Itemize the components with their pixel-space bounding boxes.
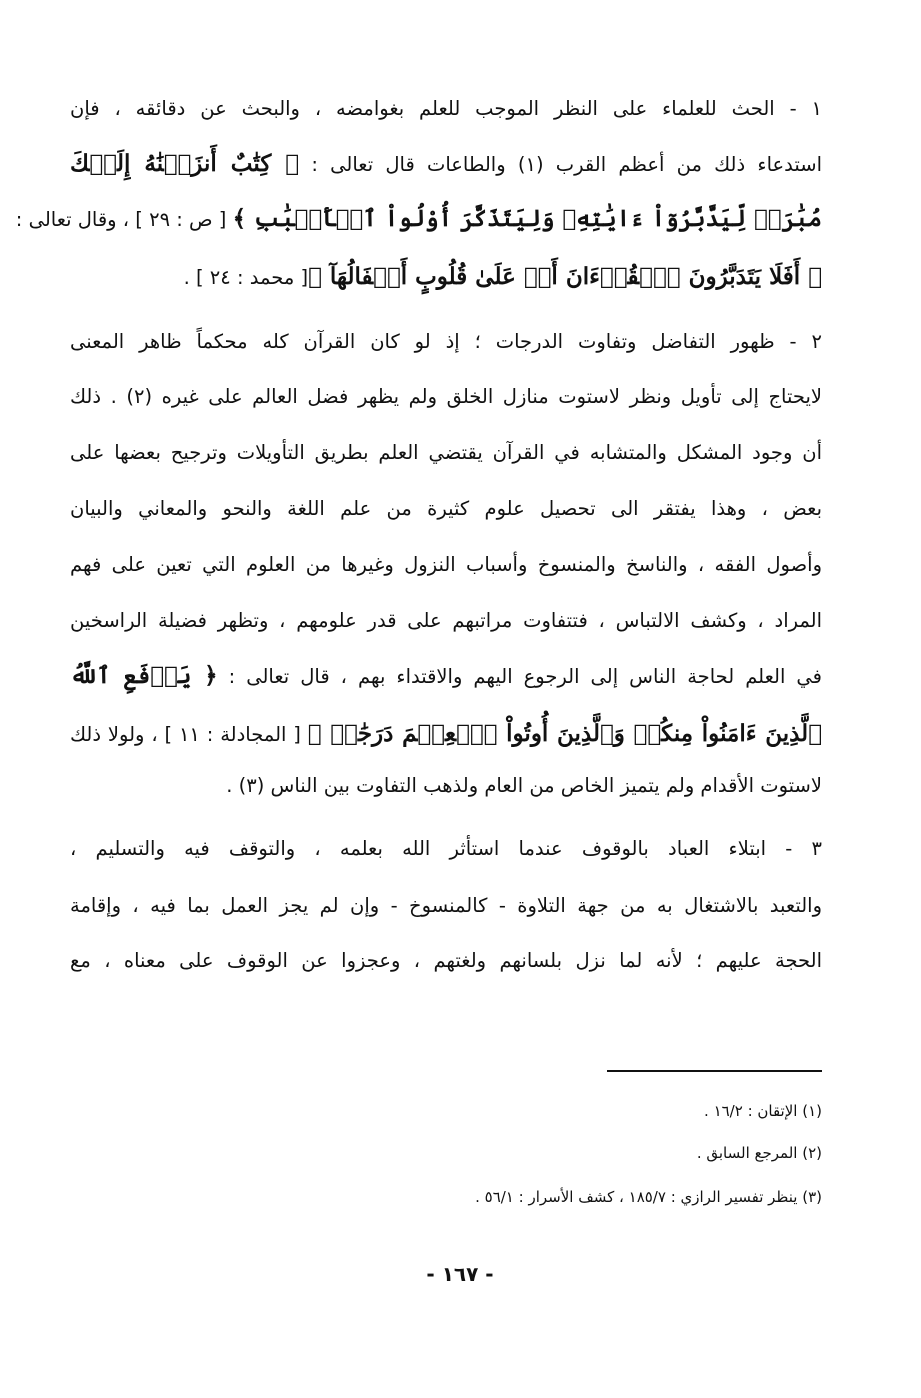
para2-line4: بعض ، وهذا يفتقر الى تحصيل علوم كثيرة من علم اللغة والنحو والمعاني والبيان: [70, 497, 822, 520]
quran-verse: ﴿ يَرۡفَعِ ٱللَّهُ: [70, 662, 218, 689]
para2-line9: لاستوت الأقدام ولم يتميز الخاص من العام ولذهب التفاوت بين الناس (٣) .: [226, 774, 822, 797]
para2-line5: وأصول الفقه ، والناسخ والمنسوخ وأسباب النزول وغيرها من العلوم التي تعين على فهم: [70, 553, 822, 576]
para2-line7: في العلم لحاجة الناس إلى الرجوع اليهم والاقتداء بهم ، قال تعالى : ﴿ يَرۡفَعِ ٱللَّهُ: [70, 662, 822, 689]
footnote-3: (٣) ينظر تفسير الرازي : ١٨٥/٧ ، كشف الأسرار : ٥٦/١ .: [475, 1188, 822, 1206]
para1-line3: مُبَٰرَكٞ لِّيَدَّبَّرُوٓاْ ءَايَٰتِهِۦ وَلِيَتَذَكَّرَ أُوْلُواْ ٱلۡأَلۡبَٰبِ ﴾ [ ص : ٢٩ ] ، وقال تعالى :: [15, 205, 822, 232]
para1-line4: ﴿ أَفَلَا يَتَدَبَّرُونَ ٱلۡقُرۡءَانَ أَمۡ عَلَىٰ قُلُوبٍ أَقۡفَالُهَآ ﴾[ محمد : ٢٤ ] .: [183, 263, 822, 290]
para2-line6: المراد ، وكشف الالتباس ، فتتفاوت مراتبهم على قدر علومهم ، وتظهر فضيلة الراسخين: [70, 609, 822, 632]
quran-verse: ﴿ كِتَٰبٌ أَنزَلۡنَٰهُ إِلَيۡكَ: [70, 150, 300, 177]
quran-verse: مُبَٰرَكٞ لِّيَدَّبَّرُوٓاْ ءَايَٰتِهِۦ وَلِيَتَذَكَّرَ أُوْلُواْ ٱلۡأَلۡبَٰبِ ﴾: [232, 205, 822, 232]
para2-line2: لايحتاج إلى تأويل ونظر لاستوت منازل الخلق ولم يظهر فضل العالم على غيره (٢) . ذلك: [70, 385, 822, 408]
para3-line3: الحجة عليهم ؛ لأنه لما نزل بلسانهم ولغتهم ، وعجزوا عن الوقوف على معناه ، مع: [70, 949, 822, 972]
para2-line3: أن وجود المشكل والمتشابه في القرآن يقتضي العلم بطريق التأويلات وترجيح بعضها على: [70, 441, 822, 464]
para3-line2: والتعبد بالاشتغال به من جهة التلاوة - كالمنسوخ - وإن لم يجز العمل بما فيه ، وإقامة: [70, 894, 822, 917]
para3-line1: ٣ - ابتلاء العباد بالوقوف عندما استأثر الله بعلمه ، والتوقف فيه والتسليم ،: [70, 837, 822, 860]
para1-line2: استدعاء ذلك من أعظم القرب (١) والطاعات قال تعالى : ﴿ كِتَٰبٌ أَنزَلۡنَٰهُ إِلَيۡكَ: [70, 150, 823, 177]
para2-line8: ٱلَّذِينَ ءَامَنُواْ مِنكُمۡ وَٱلَّذِينَ أُوتُواْ ٱلۡعِلۡمَ دَرَجَٰتٖ ﴾ [ المجادلة : ١١ ] ، ولولا ذلك: [70, 720, 822, 747]
quran-verse: ٱلَّذِينَ ءَامَنُواْ مِنكُمۡ وَٱلَّذِينَ أُوتُواْ ٱلۡعِلۡمَ دَرَجَٰتٖ ﴾: [307, 720, 822, 747]
quran-verse: ﴿ أَفَلَا يَتَدَبَّرُونَ ٱلۡقُرۡءَانَ أَمۡ عَلَىٰ قُلُوبٍ أَقۡفَالُهَآ ﴾: [308, 263, 822, 290]
page-number: - ١٦٧ -: [426, 1262, 494, 1286]
footnote-2: (٢) المرجع السابق .: [696, 1144, 822, 1162]
footnote-1: (١) الإتقان : ١٦/٢ .: [704, 1102, 822, 1120]
para2-line1: ٢ - ظهور التفاضل وتفاوت الدرجات ؛ إذ لو كان القرآن كله محكماً ظاهر المعنى: [70, 330, 822, 353]
para1-line1: ١ - الحث للعلماء على النظر الموجب للعلم بغوامضه ، والبحث عن دقائقه ، فإن: [70, 97, 822, 120]
footnote-separator: [607, 1070, 822, 1072]
